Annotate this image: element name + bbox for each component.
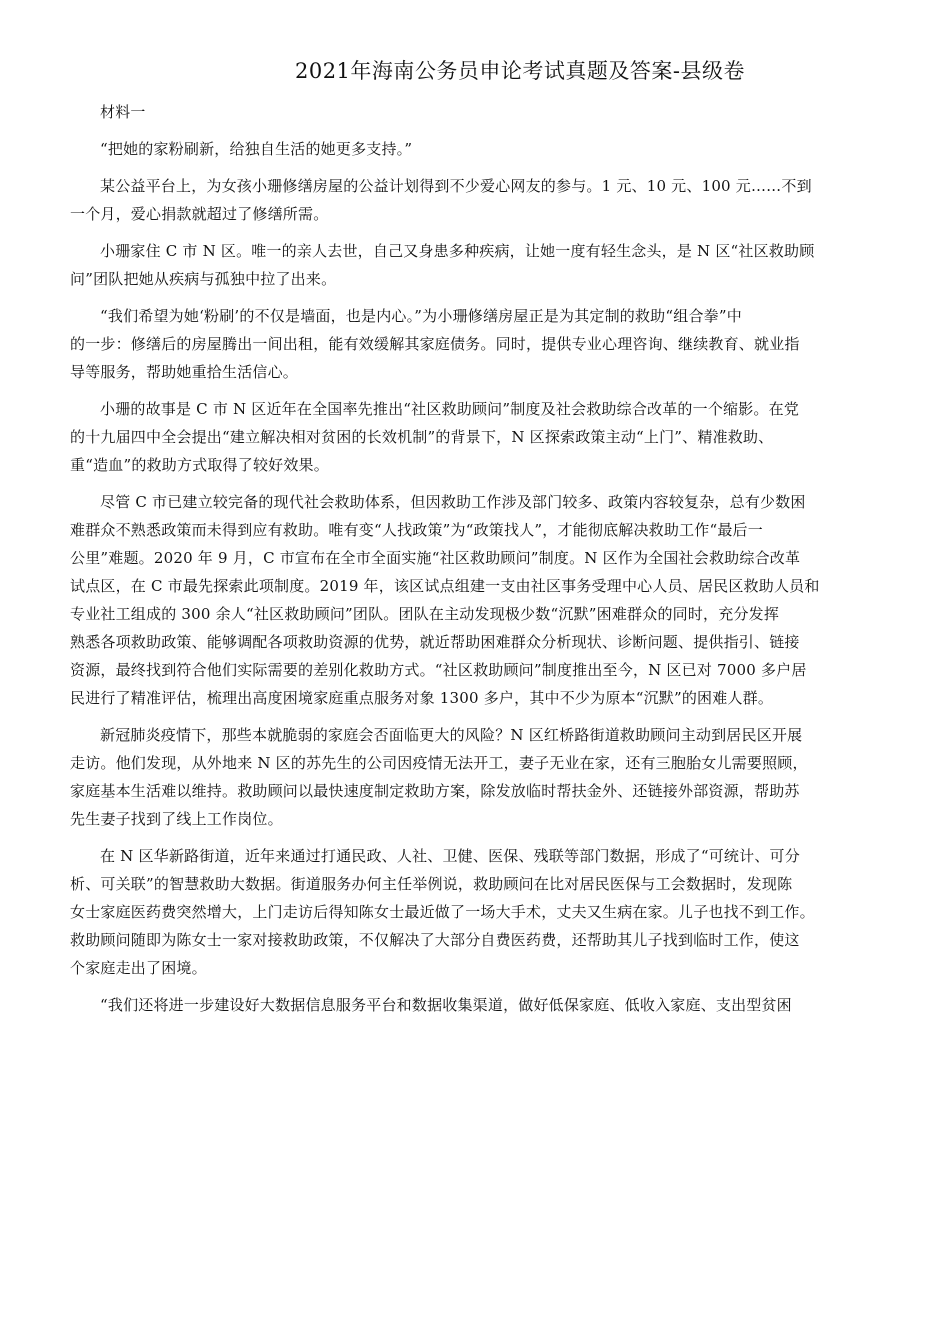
- paragraph-line: 试点区，在 C 市最先探索此项制度。2019 年，该区试点组建一支由社区事务受理中心人员、居民区救助人员和: [70, 577, 820, 595]
- paragraph-line: “把她的家粉刷新，给独自生活的她更多支持。”: [100, 140, 413, 158]
- section-heading-paragraph: [70, 98, 902, 126]
- paragraph: [70, 991, 902, 1019]
- paragraph: [70, 302, 902, 386]
- paragraph: [70, 135, 902, 163]
- paragraph: [70, 395, 902, 479]
- paragraph: [70, 721, 902, 833]
- paragraph-line: 尽管 C 市已建立较完备的现代社会救助体系，但因救助工作涉及部门较多、政策内容较复杂，总有少数困: [100, 493, 806, 511]
- paragraph-line: “我们希望为她‘粉刷’的不仅是墙面，也是内心。”为小珊修缮房屋正是为其定制的救助“组合拳”中: [100, 307, 742, 325]
- paragraph-line: 救助顾问随即为陈女士一家对接救助政策，不仅解决了大部分自费医药费，还帮助其儿子找到临时工作，使这: [70, 931, 800, 949]
- paragraph-line: 公里”难题。2020 年 9 月，C 市宣布在全市全面实施“社区救助顾问”制度。N 区作为全国社会救助综合改革: [70, 549, 801, 567]
- paragraph-line: 资源，最终找到符合他们实际需要的差别化救助方式。“社区救助顾问”制度推出至今，N 区已对 7000 多户居: [70, 661, 807, 679]
- paragraph-line: 的十九届四中全会提出“建立解决相对贫困的长效机制”的背景下，N 区探索政策主动“上门”、精准救助、: [70, 428, 774, 446]
- paragraph: [70, 842, 902, 982]
- paragraph-line: 先生妻子找到了线上工作岗位。: [70, 810, 283, 828]
- paragraph-line: 走访。他们发现，从外地来 N 区的苏先生的公司因疫情无法开工，妻子无业在家，还有三胞胎女儿需要照顾，: [70, 754, 808, 772]
- paragraph-line: 的一步：修缮后的房屋腾出一间出租，能有效缓解其家庭债务。同时，提供专业心理咨询、继续教育、就业指: [70, 335, 800, 353]
- paragraph-line: 民进行了精准评估，梳理出高度困境家庭重点服务对象 1300 多户，其中不少为原本“沉默”的困难人群。: [70, 689, 774, 707]
- paragraph-line: “我们还将进一步建设好大数据信息服务平台和数据收集渠道，做好低保家庭、低收入家庭、支出型贫困: [100, 996, 792, 1014]
- paragraph: [70, 488, 902, 712]
- document-title: 2021年海南公务员申论考试真题及答案-县级卷: [294, 59, 746, 83]
- paragraph-line: 导等服务，帮助她重拾生活信心。: [70, 363, 299, 381]
- document-body: [70, 98, 902, 1028]
- paragraph-line: 一个月，爱心捐款就超过了修缮所需。: [70, 205, 329, 223]
- paragraph: [70, 237, 902, 293]
- paragraph-line: 析、可关联”的智慧救助大数据。街道服务办何主任举例说，救助顾问在比对居民医保与工会数据时，发现陈: [70, 875, 793, 893]
- paragraph-line: 小珊家住 C 市 N 区。唯一的亲人去世，自己又身患多种疾病，让她一度有轻生念头，是 N 区“社区救助顾: [100, 242, 815, 260]
- paragraph-line: 女士家庭医药费突然增大，上门走访后得知陈女士最近做了一场大手术，丈夫又生病在家。儿子也找不到工作。: [70, 903, 815, 921]
- paragraph-line: 难群众不熟悉政策而未得到应有救助。唯有变“人找政策”为“政策找人”，才能彻底解决救助工作“最后一: [70, 521, 763, 539]
- paragraph-line: 在 N 区华新路街道，近年来通过打通民政、人社、卫健、医保、残联等部门数据，形成了“可统计、可分: [100, 847, 800, 865]
- paragraph-line: 问”团队把她从疾病与孤独中拉了出来。: [70, 270, 337, 288]
- paragraph-line: 小珊的故事是 C 市 N 区近年在全国率先推出“社区救助顾问”制度及社会救助综合改革的一个缩影。在党: [100, 400, 800, 418]
- paragraph-line: 新冠肺炎疫情下，那些本就脆弱的家庭会否面临更大的风险？N 区红桥路街道救助顾问主动到居民区开展: [100, 726, 803, 744]
- paragraph-line: 个家庭走出了困境。: [70, 959, 207, 977]
- paragraph-line: 熟悉各项救助政策、能够调配各项救助资源的优势，就近帮助困难群众分析现状、诊断问题、提供指引、链接: [70, 633, 800, 651]
- paragraph: [70, 172, 902, 228]
- section-heading: 材料一: [100, 103, 146, 121]
- paragraph-line: 家庭基本生活难以维持。救助顾问以最快速度制定救助方案，除发放临时帮扶金外、还链接外部资源，帮助苏: [70, 782, 800, 800]
- paragraph-line: 某公益平台上，为女孩小珊修缮房屋的公益计划得到不少爱心网友的参与。1 元、10 元、100 元……不到: [100, 177, 812, 195]
- paragraph-line: 重“造血”的救助方式取得了较好效果。: [70, 456, 329, 474]
- paragraph-line: 专业社工组成的 300 余人“社区救助顾问”团队。团队在主动发现极少数“沉默”困难群众的同时，充分发挥: [70, 605, 780, 623]
